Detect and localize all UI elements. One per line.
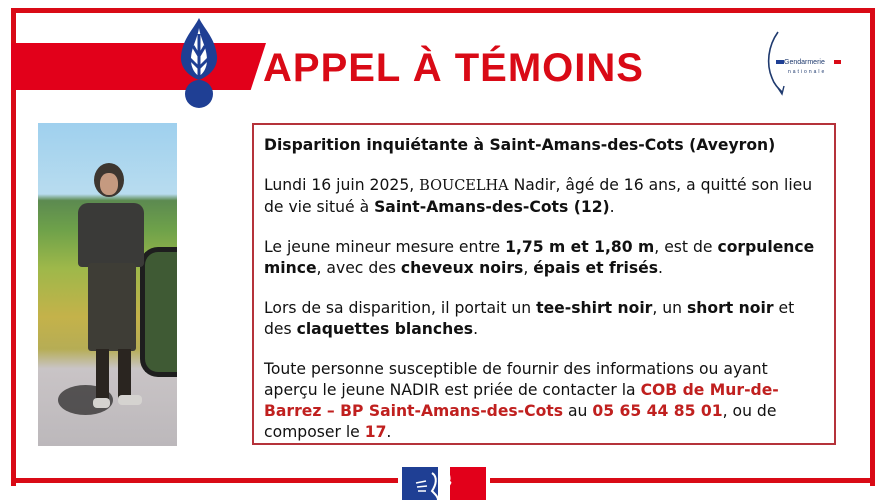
person-leg-left bbox=[96, 349, 109, 401]
build: corpulence mince bbox=[264, 238, 815, 277]
text: et des bbox=[264, 299, 795, 338]
person-tshirt bbox=[78, 203, 144, 267]
hair-color: cheveux noirs bbox=[400, 259, 524, 277]
text: Le jeune mineur mesure entre bbox=[264, 238, 506, 256]
emergency-number[interactable]: 17 bbox=[364, 423, 387, 441]
car-mirror bbox=[140, 247, 177, 377]
text: . bbox=[473, 320, 479, 338]
text: , avec des bbox=[316, 259, 401, 277]
person-shorts bbox=[88, 263, 136, 351]
shorts: short noir bbox=[687, 299, 774, 317]
notice-heading: Disparition inquiétante à Saint-Amans-des-Cots (Aveyron) bbox=[264, 136, 776, 154]
header-banner bbox=[11, 43, 266, 90]
person-leg-right bbox=[118, 349, 131, 401]
person-sandal-left bbox=[93, 398, 110, 408]
bottom-divider-left bbox=[11, 478, 398, 483]
text: , bbox=[523, 259, 534, 277]
missing-person-photo bbox=[38, 123, 177, 446]
page-title: APPEL À TÉMOINS bbox=[263, 46, 644, 90]
height: 1,75 m et 1,80 m bbox=[505, 238, 655, 256]
notice-box bbox=[252, 123, 836, 445]
person-face bbox=[100, 173, 118, 195]
gendarmerie-label: Gendarmerie bbox=[784, 59, 825, 66]
gendarmerie-grenade-icon bbox=[175, 16, 223, 112]
phone-number[interactable]: 05 65 44 85 01 bbox=[592, 402, 723, 420]
text: . bbox=[609, 198, 615, 216]
text: , un bbox=[652, 299, 688, 317]
person-sandal-right bbox=[118, 395, 142, 405]
hair-type: épais et frisés bbox=[533, 259, 658, 277]
bottom-divider-right bbox=[490, 478, 870, 483]
text: , est de bbox=[654, 238, 718, 256]
shirt: tee-shirt noir bbox=[536, 299, 653, 317]
notice-paragraph-contact bbox=[264, 359, 824, 443]
text: . bbox=[657, 259, 663, 277]
surname: BOUCELHA bbox=[419, 178, 509, 194]
location: Saint-Amans-des-Cots (12) bbox=[374, 198, 610, 216]
text: Nadir, âgé de 16 ans, a quitté son lieu de vie situé à bbox=[264, 176, 813, 216]
text: au bbox=[563, 402, 593, 420]
text: . bbox=[386, 423, 392, 441]
text: Lundi 16 juin 2025, bbox=[264, 176, 420, 194]
nationale-label: nationale bbox=[788, 69, 827, 75]
text: Lors de sa disparition, il portait un bbox=[264, 299, 537, 317]
text: Toute personne susceptible de fournir des informations ou ayant aperçu le jeune NADIR est priée de contacter la bbox=[264, 360, 768, 399]
notice-paragraph-identity bbox=[264, 175, 824, 218]
contact-unit: COB de Mur-de-Barrez – BP Saint-Amans-des-Cots bbox=[264, 381, 779, 420]
notice-paragraph-description bbox=[264, 237, 824, 279]
text: , ou de composer le bbox=[264, 402, 777, 441]
notice-paragraph-clothing bbox=[264, 298, 824, 340]
shoes: claquettes blanches bbox=[296, 320, 474, 338]
marianne-logo-icon bbox=[402, 467, 486, 500]
